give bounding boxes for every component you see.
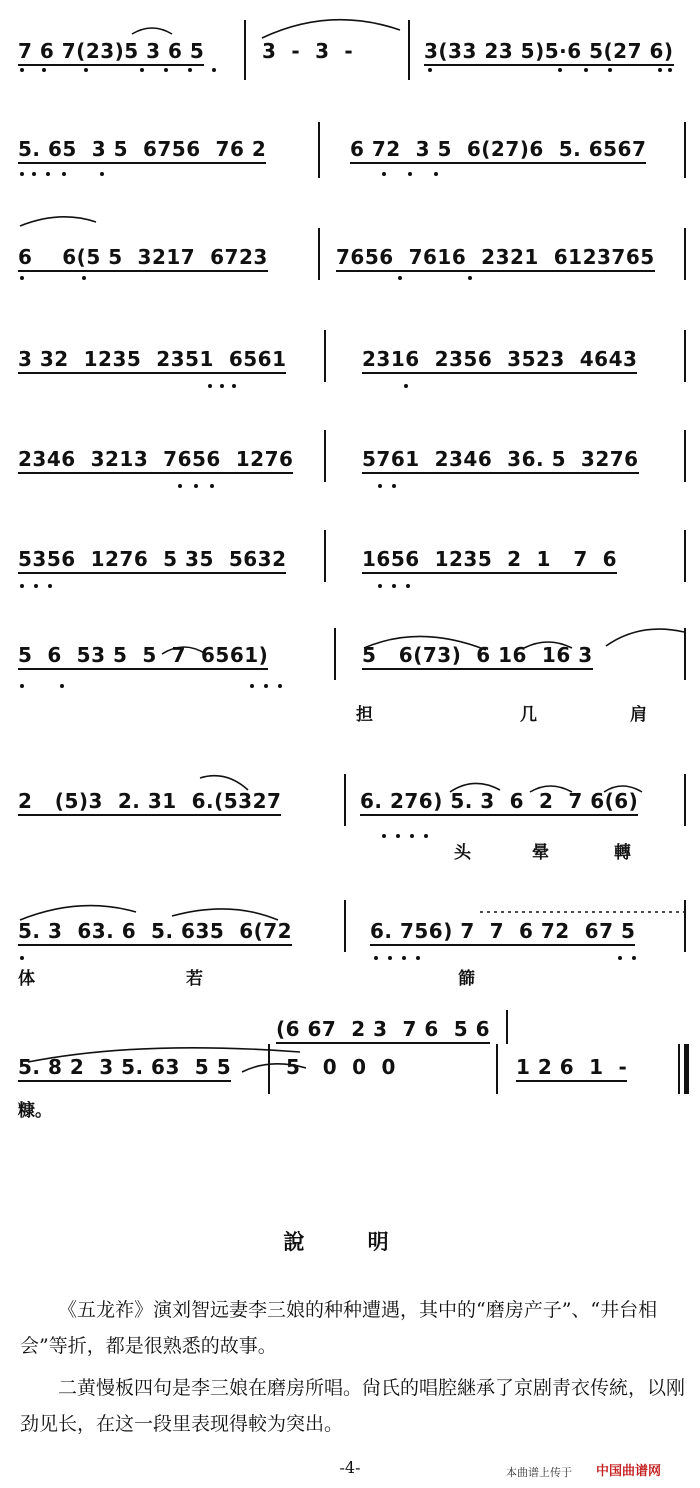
notation-group: 6. 276) 5. 3 6 2 7 6(6) xyxy=(360,788,638,816)
lyric: 篩 xyxy=(458,969,475,989)
notation-group: 2346 3213 7656 1276 xyxy=(18,446,293,474)
notation-group: 5. 3 63. 6 5. 635 6(72 xyxy=(18,918,292,946)
notation-group: 6 72 3 5 6(27)6 5. 6567 xyxy=(350,136,646,164)
page-number: -4- xyxy=(339,1458,361,1477)
lyric: 担 xyxy=(356,705,373,725)
lyric: 轉 xyxy=(614,843,631,863)
lyric: 若 xyxy=(186,969,203,989)
notation-group: 5. 65 3 5 6756 76 2 xyxy=(18,136,266,164)
notation-group: 1 2 6 1 - xyxy=(516,1054,627,1082)
lyric: 几 xyxy=(520,705,537,725)
notation-group: 5 6 53 5 5 7 6561) xyxy=(18,642,268,670)
notation-group: 5 6(73) 6 16 16 3 xyxy=(362,642,593,670)
paragraph: 《五龙祚》演刘智远妻李三娘的种种遭遇，其中的“磨房产子”、“井台相会”等折，都是很熟悉的故事。 xyxy=(20,1299,658,1357)
notation-group: 6 6(5 5 3217 6723 xyxy=(18,244,268,272)
notation-group: 7656 7616 2321 6123765 xyxy=(336,244,655,272)
lyric: 体 xyxy=(18,969,35,989)
lyric: 肩 xyxy=(630,705,647,725)
notation-group: 5 0 0 0 xyxy=(286,1055,396,1079)
notation-group: 3 32 1235 2351 6561 xyxy=(18,346,286,374)
notation-group: 3 - 3 - xyxy=(262,39,354,63)
notation-group: 7 6 7(23)5 3 6 5 xyxy=(18,38,204,66)
lyric: 糠。 xyxy=(18,1101,52,1121)
notation-group: 3(33 23 5)5·6 5(27 6) xyxy=(424,38,674,66)
notation-group: 2316 2356 3523 4643 xyxy=(362,346,637,374)
footer-credit: 本曲谱上传于 xyxy=(506,1466,572,1479)
notation-group: 5356 1276 5 35 5632 xyxy=(18,546,286,574)
site-logo: 中国曲谱网 xyxy=(596,1464,662,1479)
notation-group: 5. 8 2 3 5. 63 5 5 xyxy=(18,1054,231,1082)
lyric: 头 xyxy=(454,843,471,863)
notation-group: 5761 2346 36. 5 3276 xyxy=(362,446,639,474)
lyric: 晕 xyxy=(532,843,549,863)
section-title: 說 明 xyxy=(283,1229,417,1254)
notation-group: 2 (5)3 2. 31 6.(5327 xyxy=(18,788,281,816)
notation-group: 1656 1235 2 1 7 6 xyxy=(362,546,617,574)
notation-group: 6. 756) 7 7 6 72 67 5 xyxy=(370,918,635,946)
paragraph: 二黄慢板四句是李三娘在磨房所唱。尙氏的唱腔継承了京剧靑衣传統，以刚劲见长，在这一段里表现得較为突出。 xyxy=(20,1377,686,1435)
notation-group: (6 67 2 3 7 6 5 6 xyxy=(276,1016,490,1044)
